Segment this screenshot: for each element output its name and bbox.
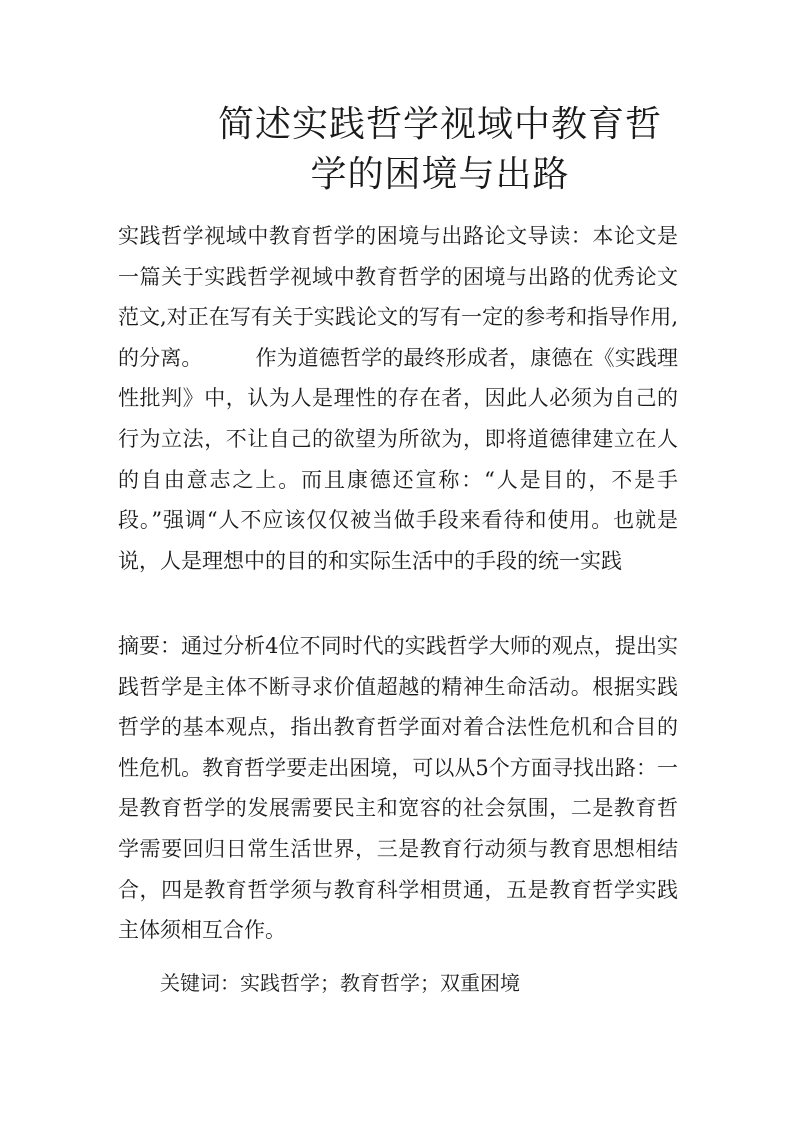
intro-paragraph: 实践哲学视域中教育哲学的困境与出路论文导读：本论文是一篇关于实践哲学视域中教育哲学的困境与出路的优秀论文范文,对正在写有关于实践论文的写有一定的参考和指导作用,的分离。 作为道德哲学的最终形成者，康德在《实践理性批判》中，认为人是理性的存在者，因此人必须为自己的行为立法，不让自己的欲望为所欲为，即将道德律建立在人的自由意志之上。而且康德还宣称：“人是目的，不是手段。”强调“人不应该仅仅被当做手段来看待和使用。也就是说，人是理想中的目的和实际生活中的手段的统一实践 bbox=[118, 224, 678, 573]
keywords-line: 关键词：实践哲学；教育哲学；双重困境 bbox=[160, 971, 520, 995]
abstract-paragraph: 摘要：通过分析4位不同时代的实践哲学大师的观点，提出实践哲学是主体不断寻求价值超越的精神生命活动。根据实践哲学的基本观点，指出教育哲学面对着合法性危机和合目的性危机。教育哲学要走出困境，可以从5个方面寻找出路：一是教育哲学的发展需要民主和宽容的社会氛围，二是教育哲学需要回归日常生活世界，三是教育行动须与教育思想相结合，四是教育哲学须与教育科学相贯通，五是教育哲学实践主体须相互合作。 bbox=[118, 634, 678, 943]
document-title: 简述实践哲学视域中教育哲学的困境与出路 bbox=[217, 104, 662, 195]
